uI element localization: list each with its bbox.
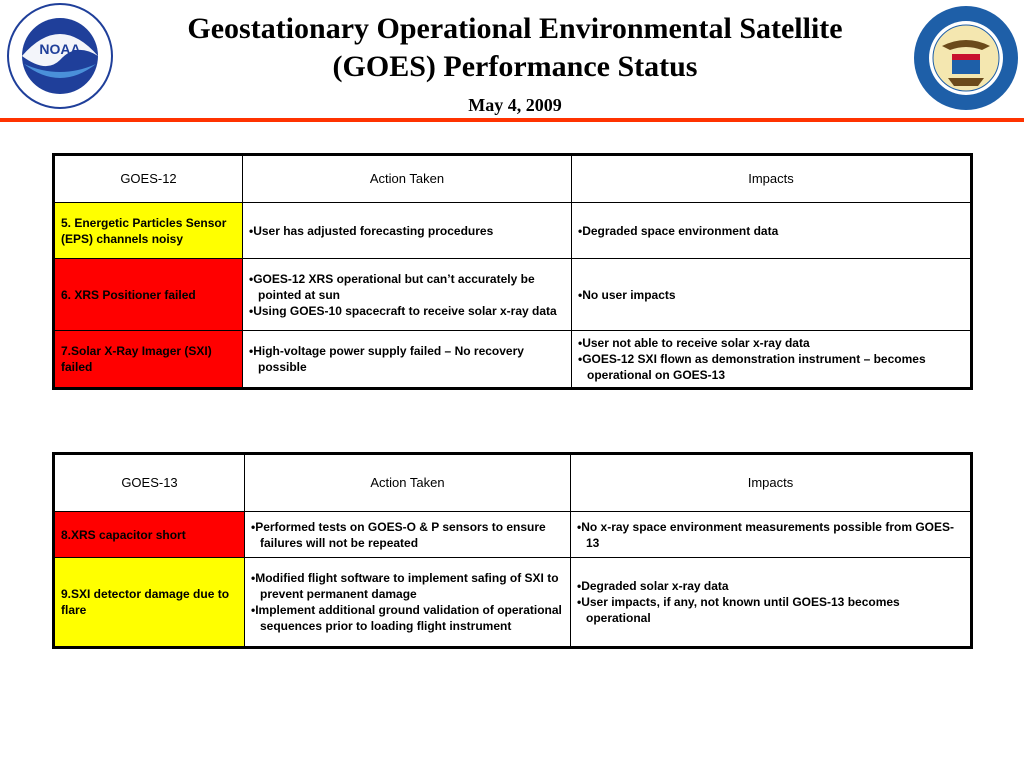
table-row (54, 512, 972, 558)
goes-13-table (52, 452, 973, 649)
column-header-impacts: Impacts (572, 155, 972, 203)
issue-cell: 7.Solar X-Ray Imager (SXI) failed (54, 331, 243, 389)
impact-item: • User impacts, if any, not known until GOES-13 becomes operational (577, 594, 964, 626)
action-item: • Implement additional ground validation of operational sequences prior to loading flight instrument (251, 602, 564, 634)
action-item: • Modified flight software to implement safing of SXI to prevent permanent damage (251, 570, 564, 602)
impact-item: • No x-ray space environment measurements possible from GOES-13 (577, 519, 964, 551)
page-title (110, 10, 920, 86)
issue-cell: 6. XRS Positioner failed (54, 259, 243, 331)
table-row (54, 558, 972, 648)
impact-item: • No user impacts (578, 287, 964, 303)
action-cell (243, 259, 572, 331)
impact-item: • Degraded space environment data (578, 223, 964, 239)
column-header-satellite: GOES-12 (54, 155, 243, 203)
noaa-logo (6, 2, 114, 110)
column-header-action: Action Taken (243, 155, 572, 203)
noaa-logo-text: NOAA (39, 41, 81, 57)
title-line-1: Geostationary Operational Environmental Satellite (187, 12, 843, 45)
report-date: May 4, 2009 (468, 95, 562, 115)
action-cell (243, 203, 572, 259)
action-item: • GOES-12 XRS operational but can’t accurately be pointed at sun (249, 271, 565, 303)
table-header-row (54, 454, 972, 512)
table-header-row (54, 155, 972, 203)
impact-cell (571, 512, 972, 558)
goes-12-table (52, 153, 973, 390)
issue-cell: 5. Energetic Particles Sensor (EPS) channels noisy (54, 203, 243, 259)
title-line-2: (GOES) Performance Status (332, 50, 698, 83)
impact-item: • User not able to receive solar x-ray data (578, 335, 964, 351)
issue-cell: 8.XRS capacitor short (54, 512, 245, 558)
impact-item: • GOES-12 SXI flown as demonstration instrument – becomes operational on GOES-13 (578, 351, 964, 383)
column-header-satellite: GOES-13 (54, 454, 245, 512)
header-accent-rule (0, 118, 1024, 122)
action-item: • User has adjusted forecasting procedures (249, 223, 565, 239)
action-cell (245, 558, 571, 648)
commerce-seal-logo (912, 4, 1020, 112)
impact-cell (572, 259, 972, 331)
table-row (54, 259, 972, 331)
table-row (54, 331, 972, 389)
impact-cell (571, 558, 972, 648)
column-header-impacts: Impacts (571, 454, 972, 512)
action-cell (245, 512, 571, 558)
column-header-action: Action Taken (245, 454, 571, 512)
impact-item: • Degraded solar x-ray data (577, 578, 964, 594)
impact-cell (572, 203, 972, 259)
action-item: • High-voltage power supply failed – No recovery possible (249, 343, 565, 375)
table-row (54, 203, 972, 259)
action-item: • Using GOES-10 spacecraft to receive solar x-ray data (249, 303, 565, 319)
impact-cell (572, 331, 972, 389)
action-cell (243, 331, 572, 389)
action-item: • Performed tests on GOES-O & P sensors to ensure failures will not be repeated (251, 519, 564, 551)
issue-cell: 9.SXI detector damage due to flare (54, 558, 245, 648)
